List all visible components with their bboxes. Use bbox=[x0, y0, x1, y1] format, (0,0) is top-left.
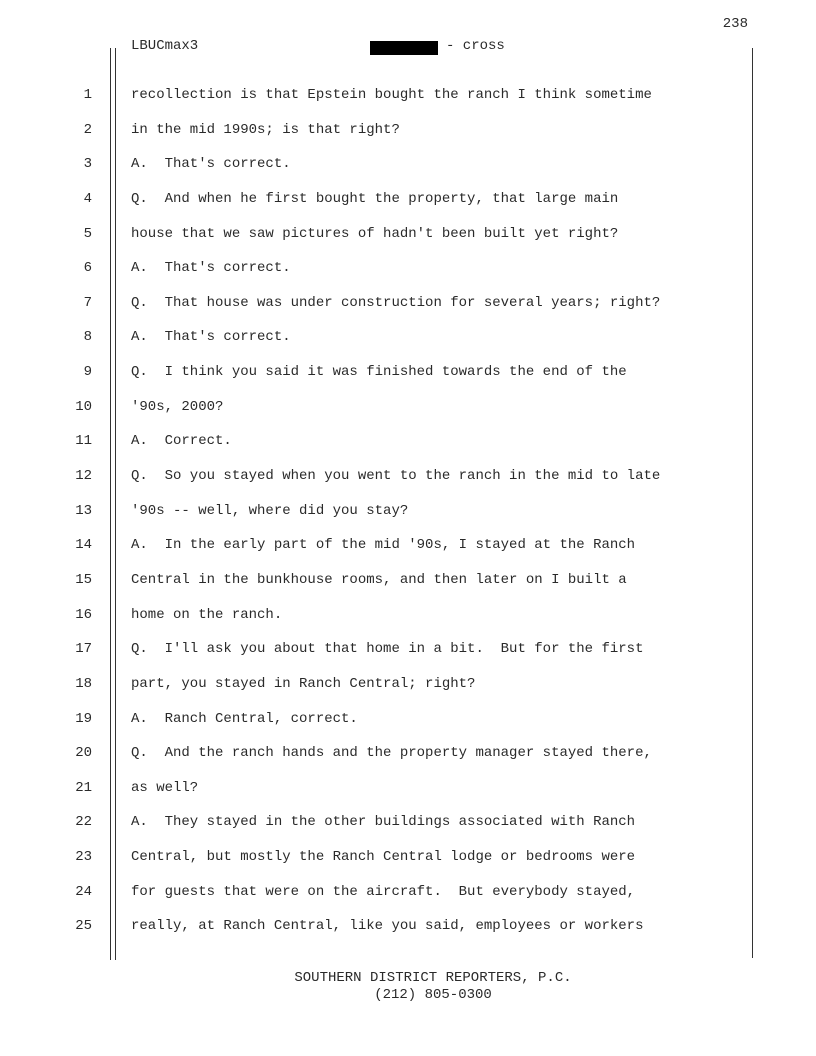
transcript-lines bbox=[0, 83, 816, 949]
transcript-line bbox=[0, 360, 816, 395]
line-text: really, at Ranch Central, like you said, employees or workers bbox=[131, 918, 644, 935]
footer-company: SOUTHERN DISTRICT REPORTERS, P.C. bbox=[294, 970, 572, 986]
line-text: A. Ranch Central, correct. bbox=[131, 710, 358, 727]
redaction-bar bbox=[370, 41, 438, 55]
line-number: 8 bbox=[83, 329, 92, 346]
line-text: '90s, 2000? bbox=[131, 398, 224, 415]
line-number: 16 bbox=[75, 606, 92, 623]
transcript-line bbox=[0, 533, 816, 568]
line-text: Q. And when he first bought the property, that large main bbox=[131, 190, 619, 207]
transcript-line bbox=[0, 256, 816, 291]
transcript-line bbox=[0, 187, 816, 222]
transcript-line bbox=[0, 83, 816, 118]
transcript-line bbox=[0, 118, 816, 153]
line-number: 13 bbox=[75, 502, 92, 519]
line-number: 23 bbox=[75, 849, 92, 866]
line-number: 5 bbox=[83, 225, 92, 242]
line-number: 18 bbox=[75, 675, 92, 692]
line-text: '90s -- well, where did you stay? bbox=[131, 502, 409, 519]
line-text: A. That's correct. bbox=[131, 156, 291, 173]
line-text: A. That's correct. bbox=[131, 329, 291, 346]
header-suffix: - cross bbox=[446, 38, 505, 54]
line-number: 21 bbox=[75, 779, 92, 796]
line-number: 17 bbox=[75, 641, 92, 658]
line-number: 25 bbox=[75, 918, 92, 935]
line-text: A. Correct. bbox=[131, 433, 232, 450]
transcript-line bbox=[0, 741, 816, 776]
transcript-line bbox=[0, 325, 816, 360]
line-text: Q. I'll ask you about that home in a bit. But for the first bbox=[131, 641, 644, 658]
line-text: Central, but mostly the Ranch Central lodge or bedrooms were bbox=[131, 849, 636, 866]
line-text: Central in the bunkhouse rooms, and then later on I built a bbox=[131, 571, 627, 588]
line-number: 15 bbox=[75, 571, 92, 588]
line-text: as well? bbox=[131, 779, 199, 796]
line-text: for guests that were on the aircraft. But everybody stayed, bbox=[131, 883, 636, 900]
transcript-line bbox=[0, 222, 816, 257]
transcript-line bbox=[0, 152, 816, 187]
line-text: house that we saw pictures of hadn't been built yet right? bbox=[131, 225, 619, 242]
line-text: part, you stayed in Ranch Central; right? bbox=[131, 675, 476, 692]
transcript-line bbox=[0, 603, 816, 638]
line-number: 19 bbox=[75, 710, 92, 727]
footer-phone: (212) 805-0300 bbox=[374, 987, 492, 1003]
transcript-line bbox=[0, 810, 816, 845]
line-text: A. That's correct. bbox=[131, 260, 291, 277]
line-text: Q. I think you said it was finished towards the end of the bbox=[131, 364, 627, 381]
line-number: 22 bbox=[75, 814, 92, 831]
line-number: 9 bbox=[83, 364, 92, 381]
transcript-line bbox=[0, 395, 816, 430]
transcript-line bbox=[0, 291, 816, 326]
line-number: 24 bbox=[75, 883, 92, 900]
line-text: A. In the early part of the mid '90s, I stayed at the Ranch bbox=[131, 537, 636, 554]
header-code: LBUCmax3 bbox=[131, 38, 199, 54]
transcript-line bbox=[0, 499, 816, 534]
transcript-line bbox=[0, 429, 816, 464]
line-number: 4 bbox=[83, 190, 92, 207]
line-number: 2 bbox=[83, 121, 92, 138]
line-number: 10 bbox=[75, 398, 92, 415]
transcript-line bbox=[0, 568, 816, 603]
line-text: Q. That house was under construction for several years; right? bbox=[131, 294, 661, 311]
line-text: A. They stayed in the other buildings associated with Ranch bbox=[131, 814, 636, 831]
line-number: 3 bbox=[83, 156, 92, 173]
line-text: Q. And the ranch hands and the property manager stayed there, bbox=[131, 745, 652, 762]
footer bbox=[0, 970, 816, 1004]
line-text: Q. So you stayed when you went to the ranch in the mid to late bbox=[131, 468, 661, 485]
line-text: home on the ranch. bbox=[131, 606, 283, 623]
line-number: 6 bbox=[83, 260, 92, 277]
line-number: 11 bbox=[75, 433, 92, 450]
line-number: 20 bbox=[75, 745, 92, 762]
page-number: 238 bbox=[722, 16, 748, 32]
transcript-line bbox=[0, 914, 816, 949]
line-number: 14 bbox=[75, 537, 92, 554]
line-text: recollection is that Epstein bought the ranch I think sometime bbox=[131, 87, 652, 103]
transcript-line bbox=[0, 637, 816, 672]
transcript-line bbox=[0, 880, 816, 915]
line-number: 12 bbox=[75, 468, 92, 485]
transcript-line bbox=[0, 707, 816, 742]
transcript-line bbox=[0, 845, 816, 880]
line-number: 7 bbox=[83, 294, 92, 311]
line-text: in the mid 1990s; is that right? bbox=[131, 121, 400, 138]
line-number: 1 bbox=[83, 87, 92, 103]
transcript-line bbox=[0, 776, 816, 811]
transcript-line bbox=[0, 464, 816, 499]
transcript-line bbox=[0, 672, 816, 707]
